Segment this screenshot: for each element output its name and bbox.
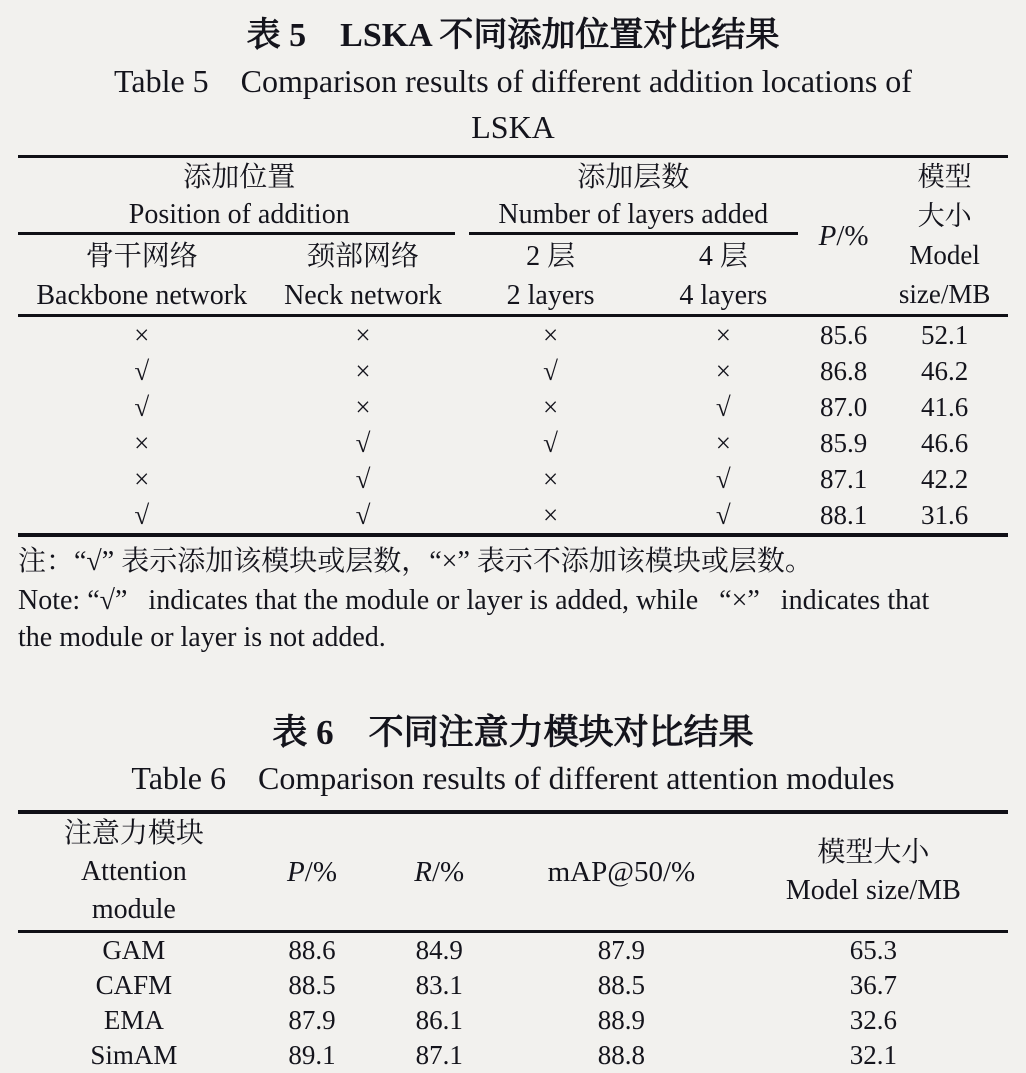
table5-header-neck	[265, 235, 460, 315]
table6-header-model-size	[739, 812, 1008, 932]
table6-header-row	[18, 812, 1008, 932]
sub3-zh: 2 层	[526, 240, 576, 272]
table5	[18, 155, 1008, 537]
p-symbol: P	[287, 855, 305, 888]
table6-row	[18, 1003, 1008, 1038]
sub4-en: 4 layers	[679, 279, 768, 311]
table-cell: 87.0	[819, 392, 868, 422]
table-cell: 85.6	[819, 320, 868, 350]
attention-line3: module	[91, 894, 176, 925]
table-cell: √	[355, 464, 371, 494]
table-cell: ×	[355, 356, 371, 386]
group2-underline	[469, 232, 799, 235]
table-cell: ×	[542, 500, 559, 530]
table6-header-map50: mAP@50/%	[504, 812, 739, 932]
table-cell: ×	[542, 392, 559, 422]
sub1-en: Backbone network	[36, 279, 248, 311]
attention-line2: Attention	[80, 856, 187, 887]
p-unit: /%	[304, 855, 337, 888]
table-cell: ×	[134, 428, 150, 458]
table-cell: ×	[355, 320, 371, 350]
table-cell: 46.6	[920, 428, 969, 458]
table-cell: 88.9	[597, 1005, 646, 1035]
table-cell: √	[355, 428, 371, 458]
group1-label-en: Position of addition	[128, 199, 350, 231]
table-cell: 87.1	[415, 1040, 463, 1070]
table5-row	[18, 461, 1008, 497]
table6-header-precision	[250, 812, 375, 932]
table5-title-zh: 表 5 LSKA 不同添加位置对比结果	[246, 17, 780, 54]
table-cell: ×	[542, 464, 559, 494]
table5-header-model-size	[881, 157, 1008, 316]
group1-label-zh: 添加位置	[183, 162, 296, 194]
table-cell: 52.1	[920, 320, 969, 350]
table-cell: 87.1	[819, 464, 868, 494]
attention-line1: 注意力模块	[63, 818, 204, 849]
table-cell: 36.7	[849, 970, 897, 1000]
sub3-en: 2 layers	[506, 279, 595, 311]
table6-row	[18, 1038, 1008, 1073]
table-cell: GAM	[102, 935, 166, 965]
sub2-zh: 颈部网络	[306, 240, 419, 272]
note-en-line2: the module or layer is not added.	[18, 622, 386, 653]
table-cell: EMA	[103, 1005, 164, 1035]
r-unit: /%	[431, 855, 465, 888]
table-cell: 84.9	[415, 935, 463, 965]
table-cell: √	[543, 428, 558, 458]
table5-row	[18, 316, 1008, 354]
table-cell: ×	[355, 392, 371, 422]
table-cell: ×	[134, 320, 150, 350]
table-cell: √	[715, 392, 731, 422]
table6-title-zh: 表 6 不同注意力模块对比结果	[272, 713, 754, 752]
table5-header-precision	[806, 157, 881, 316]
table-cell: 41.6	[920, 392, 969, 422]
model-size-line1: 模型大小	[817, 837, 930, 868]
model-size-line3: Model	[909, 240, 980, 270]
p-unit: /%	[836, 219, 869, 252]
table5-group-header-row	[18, 157, 1008, 236]
table-cell: ×	[715, 356, 731, 386]
table-cell: 87.9	[288, 1005, 336, 1035]
sub1-zh: 骨干网络	[85, 240, 198, 272]
table-cell: 88.8	[597, 1040, 646, 1070]
table6-title-en: Table 6 Comparison results of different attention modules	[131, 760, 895, 796]
table-cell: √	[715, 500, 731, 530]
table-cell: 65.3	[849, 935, 897, 965]
table-cell: √	[134, 500, 150, 530]
table-cell: ×	[134, 464, 150, 494]
model-size-line1: 模型	[917, 162, 972, 192]
sub4-zh: 4 层	[698, 240, 748, 272]
table5-row	[18, 353, 1008, 389]
table-cell: √	[355, 500, 371, 530]
table-cell: √	[543, 356, 558, 386]
table-cell: 46.2	[920, 356, 969, 386]
table5-header-4layers	[641, 235, 806, 315]
table-cell: 88.6	[288, 935, 336, 965]
table5-group-number-of-layers	[461, 157, 807, 236]
table-cell: 83.1	[415, 970, 463, 1000]
table-cell: 88.1	[819, 500, 868, 530]
note-en-line1: Note: “√” indicates that the module or layer is added, while “×” indicates that	[18, 585, 930, 616]
table-cell: ×	[542, 320, 559, 350]
table-cell: 32.1	[849, 1040, 897, 1070]
table-cell: 86.8	[819, 356, 868, 386]
table5-note	[18, 542, 1008, 656]
table6-row	[18, 932, 1008, 969]
group2-label-zh: 添加层数	[577, 162, 690, 194]
table-cell: √	[715, 464, 731, 494]
table-cell: 89.1	[288, 1040, 336, 1070]
table-cell: 87.9	[597, 935, 646, 965]
table-cell: 31.6	[920, 500, 969, 530]
table5-row	[18, 497, 1008, 535]
table-cell: ×	[715, 320, 731, 350]
table-cell: 42.2	[920, 464, 969, 494]
table5-title-en-line1: Table 5 Comparison results of different addition locations of	[114, 63, 912, 99]
table6-header-attention-module	[18, 812, 250, 932]
table6	[18, 810, 1008, 1073]
table6-row	[18, 968, 1008, 1003]
table5-group-position-of-addition	[18, 157, 461, 236]
table5-header-backbone	[18, 235, 265, 315]
table-cell: SimAM	[90, 1040, 178, 1070]
model-size-line4: size/MB	[898, 279, 991, 309]
group2-label-en: Number of layers added	[498, 199, 769, 231]
table-cell: 86.1	[415, 1005, 463, 1035]
table5-row	[18, 389, 1008, 425]
model-size-line2: 大小	[917, 201, 972, 231]
table6-header-recall	[374, 812, 504, 932]
p-symbol: P	[818, 219, 837, 252]
table-cell: 88.5	[288, 970, 336, 1000]
table-cell: √	[134, 356, 150, 386]
table-cell: 85.9	[819, 428, 868, 458]
table-cell: CAFM	[95, 970, 173, 1000]
table5-header-2layers	[461, 235, 641, 315]
table-cell: √	[134, 392, 150, 422]
group1-underline	[18, 232, 455, 235]
sub2-en: Neck network	[284, 279, 442, 311]
note-zh: 注：“√” 表示添加该模块或层数，“×” 表示不添加该模块或层数。	[18, 546, 813, 577]
r-symbol: R	[414, 855, 432, 888]
table-cell: 32.6	[849, 1005, 897, 1035]
table-cell: 88.5	[597, 970, 646, 1000]
table5-row	[18, 425, 1008, 461]
model-size-line2: Model size/MB	[785, 875, 961, 906]
table5-title-en-line2: LSKA	[471, 109, 555, 145]
table5-title-en	[18, 58, 1008, 150]
table-cell: ×	[715, 428, 731, 458]
